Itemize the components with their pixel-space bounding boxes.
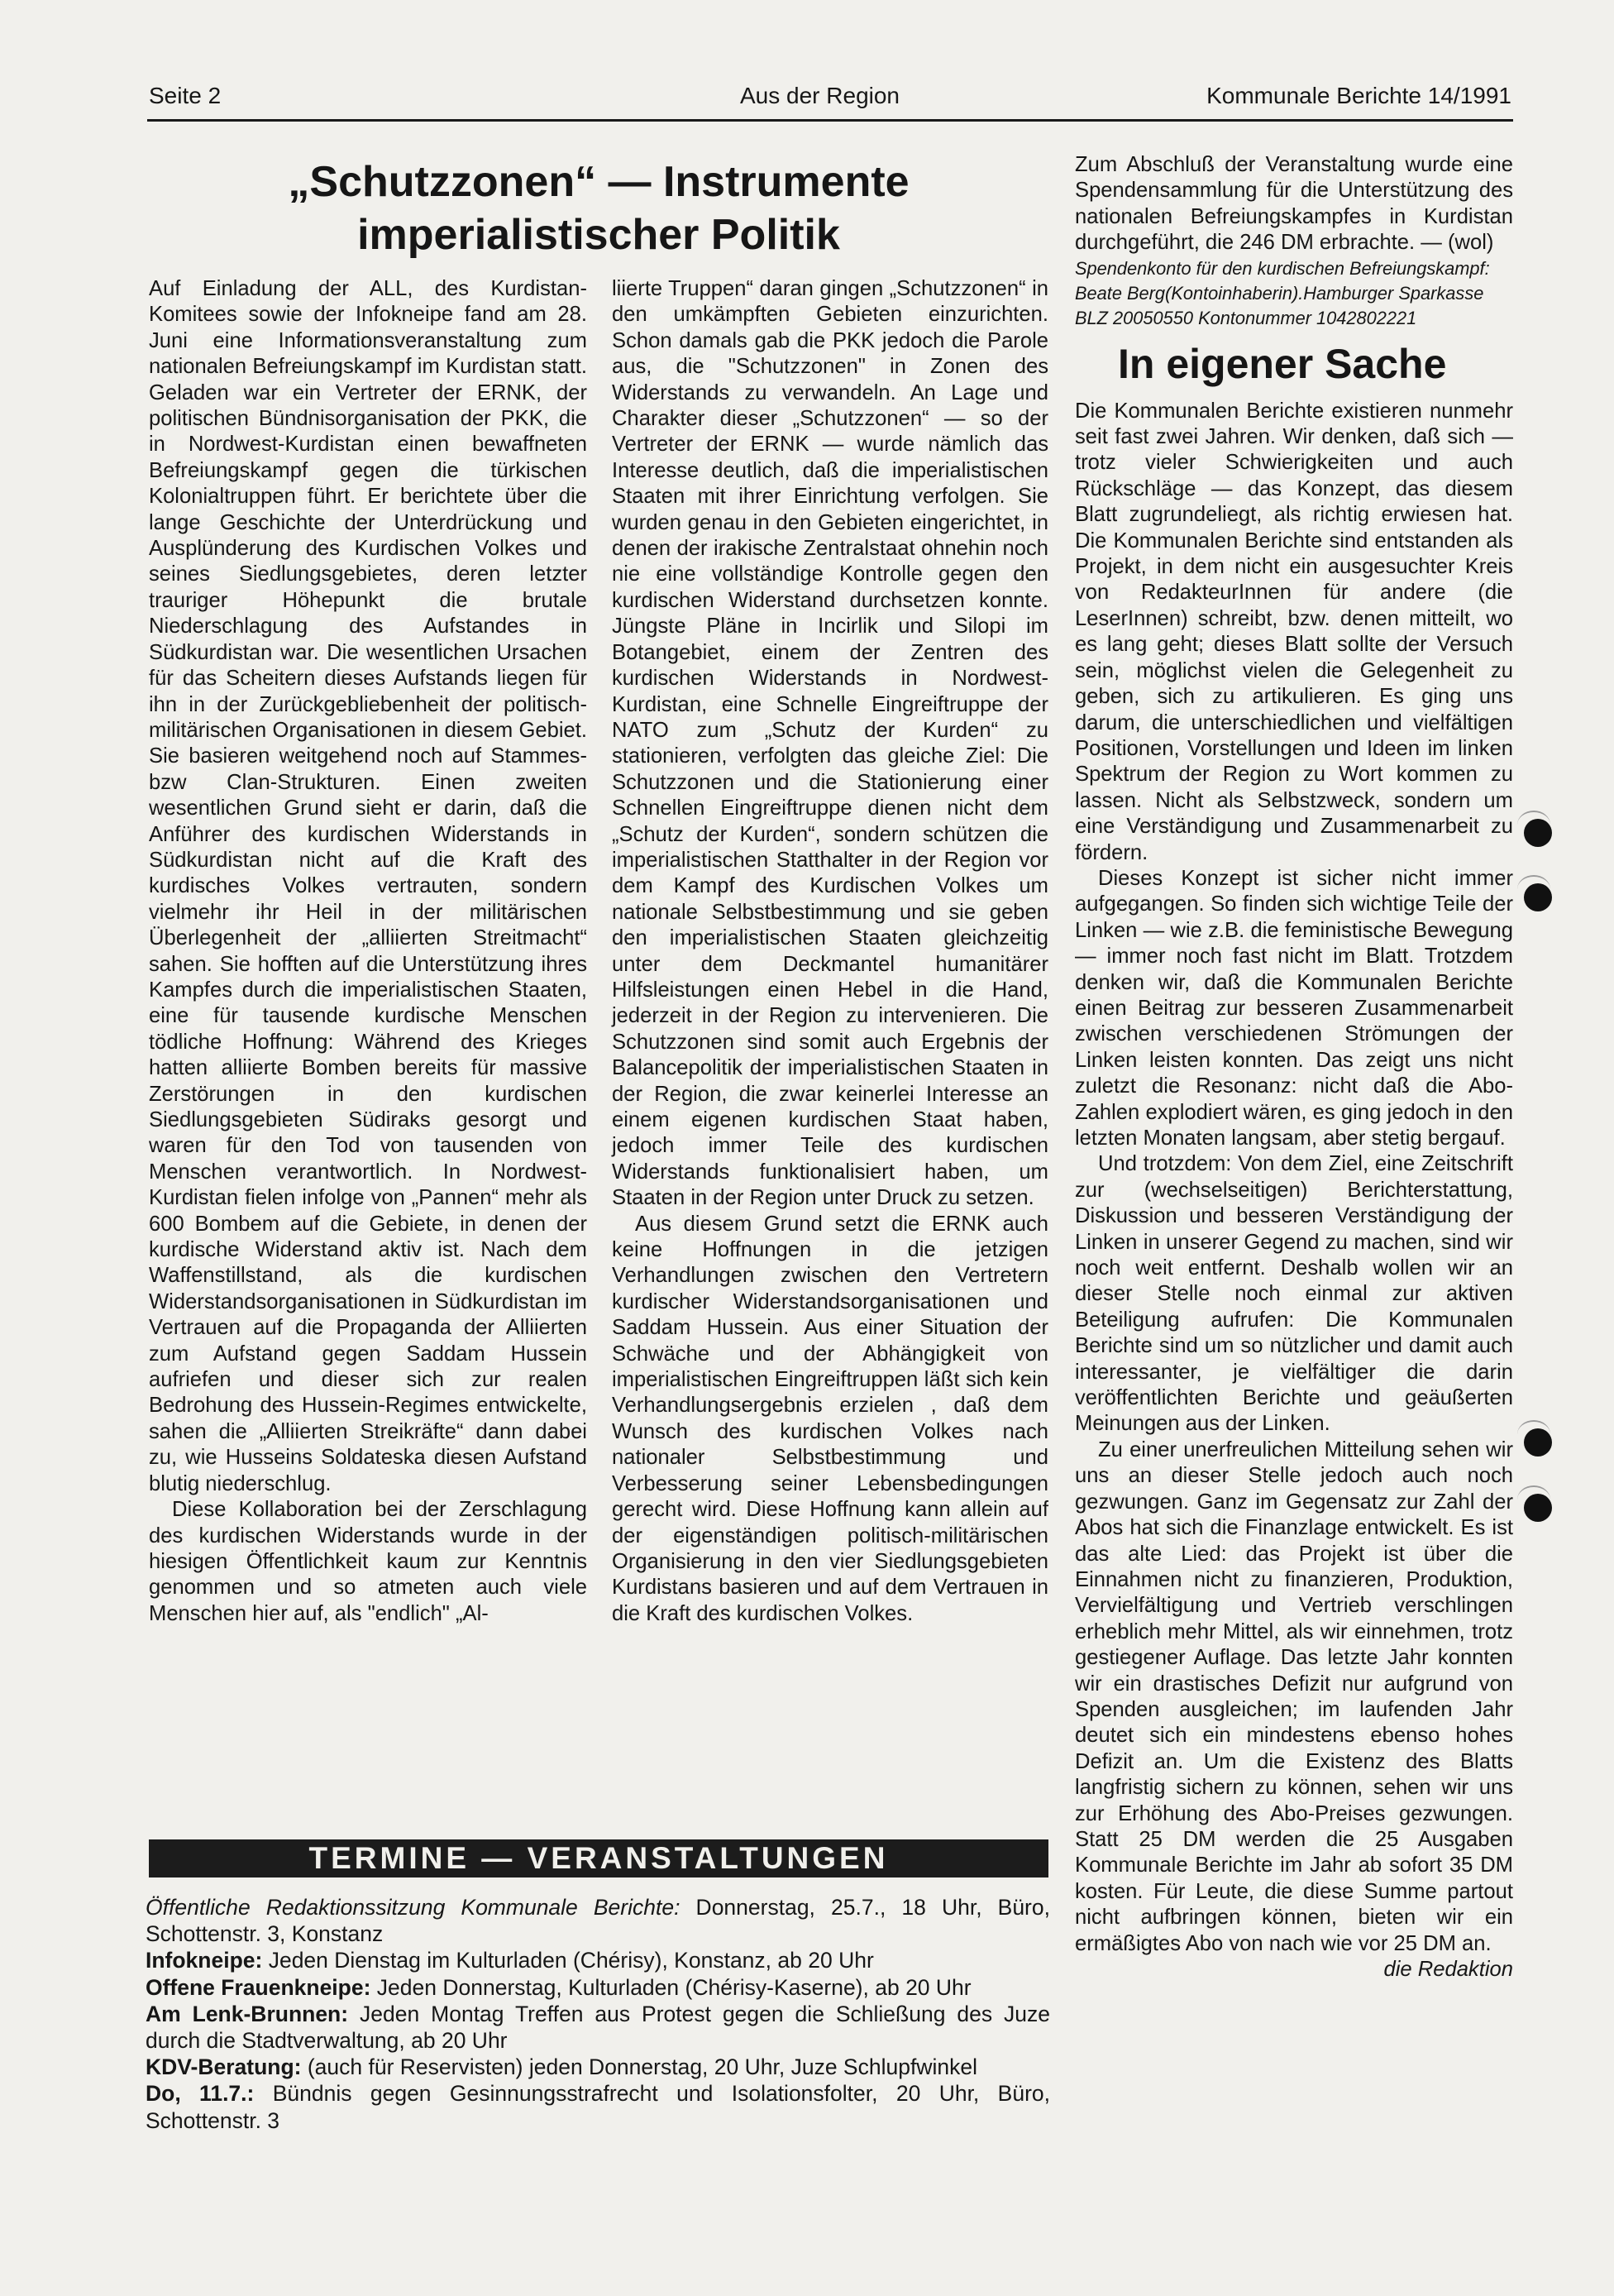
event-text: Jeden Montag Treffen aus Protest gegen die Schließung des Juze durch die Stadtverwaltung, ab 20 Uhr bbox=[146, 2001, 1050, 2054]
section-name: Aus der Region bbox=[740, 83, 900, 108]
event-label: Öffentliche Redaktionssitzung Kommunale Berichte: bbox=[146, 1895, 680, 1920]
editorial-paragraph bbox=[1075, 1437, 1513, 1981]
event-item bbox=[146, 2080, 1050, 2133]
editorial-signature: die Redaktion bbox=[1383, 1958, 1513, 1981]
section-title-in-eigener-sache: In eigener Sache bbox=[1118, 340, 1447, 387]
article-paragraph: Auf Einladung der ALL, des Kurdistan-Komitees sowie der Infokneipe fand am 28. Juni eine Informationsveranstaltung zum nationalen Befreiungskampf im Kurdistan statt. Geladen war ein Vertreter der ERNK, der politischen Bündnisorganisation der PKK, die in Nordwest-Kurdistan einen bewaffneten Befreiungskampf gegen die türkischen Kolonialtruppen führt. Er berichtete über die lange Geschichte der Unterdrückung und Ausplünderung des Kurdischen Volkes und seines Siedlungsgebietes, deren letzter trauriger Höhepunkt die brutale Niederschlagung des Aufstandes in Südkurdistan war. Die wesentlichen Ursachen für das Scheitern dieses Aufstands liegen für ihn in der Zurückgebliebenheit der politisch-militärischen Organisationen in diesem Gebiet. Sie basieren weitgehend noch auf Stammes- bzw Clan-Strukturen. Einen zweiten wesentlichen Grund sieht er darin, daß die Anführer des kurdischen Widerstands in Südkurdistan nicht auf die Kraft des kurdisches Volkes vertrauten, sondern vielmehr ihr Heil in der militärischen Überlegenheit der „alliierten Streitmacht“ sahen. Sie hofften auf die Unterstützung ihres Kampfes durch die imperialistischen Staaten, eine für tausende kurdische Menschen tödliche Hoffnung: Während des Krieges hatten alliierte Bomben bereits für massive Zerstörungen in den kurdischen Siedlungsgebieten Südiraks gesorgt und waren für den Tod von tausenden von Menschen verantwortlich. In Nordwest-Kurdistan fielen infolge von „Pannen“ mehr als 600 Bombem auf die Gebiete, in denen der kurdische Widerstand aktiv ist. Nach dem Waffenstillstand, als die kurdischen Widerstandsorganisationen in Südkurdistan im Vertrauen auf die Propaganda der Alliierten zum Aufstand gegen Saddam Hussein aufriefen und dieser sich zur realen Bedrohung des Hussein-Regimes entwickelte, sahen die „Alliierten Streikräfte“ dann dabei zu, wie Husseins Soldateska diesen Aufstand blutig niederschlug. bbox=[149, 277, 587, 1495]
event-text: Donnerstag, 25.7., 18 Uhr, Büro, Schottenstr. 3, Konstanz bbox=[146, 1895, 1050, 1947]
running-header bbox=[149, 83, 1511, 121]
event-item bbox=[146, 1974, 1050, 2001]
article-column-1 bbox=[149, 276, 587, 1627]
article-paragraph: Aus diesem Grund setzt die ERNK auch keine Hoffnungen in die jetzigen Verhandlungen zwischen den Vertretern kurdischer Widerstandsorganisationen und Saddam Hussein. Aus einer Situation der Schwäche und der Abhängigkeit von imperialistischen Eingreiftruppen läßt sich kein Verhandlungsergebnis erzielen , daß dem Wunsch des kurdischen Volkes nach nationaler Selbstbestimmung und Verbesserung seiner Lebensbedingungen gerecht wird. Diese Hoffnung kann allein auf der eigenständigen politisch-militärischen Organisierung in den vier Siedlungsgebieten Kurdistans basieren und auf dem Vertrauen in die Kraft des kurdischen Volkes. bbox=[612, 1212, 1048, 1625]
editorial-paragraph: Dieses Konzept ist sicher nicht immer aufgegangen. So finden sich wichtige Teile der Linken — wie z.B. die feministische Bewegung — immer noch fast nicht im Blatt. Trotzdem denken wir, daß die Kommunalen Berichte einen Beitrag zur besseren Zusammenarbeit zwischen verschiedenen Strömungen der Linken leisten konnten. Das zeigt uns nicht zuletzt die Resonanz: nicht daß die Abo-Zahlen explodiert wären, es ging jedoch in den letzten Monaten langsam, aber stetig bergauf. bbox=[1075, 866, 1513, 1150]
event-label: Am Lenk-Brunnen: bbox=[146, 2001, 349, 2026]
event-item bbox=[146, 1894, 1050, 1947]
punch-hole-icon bbox=[1524, 1494, 1552, 1522]
punch-hole-icon bbox=[1524, 883, 1552, 911]
publication-issue: Kommunale Berichte 14/1991 bbox=[1206, 83, 1511, 108]
events-list bbox=[146, 1894, 1050, 2134]
event-item bbox=[146, 2054, 1050, 2080]
editorial-paragraph: Und trotzdem: Von dem Ziel, eine Zeitschrift zur (wechselseitigen) Berichterstattung, Diskussion und besseren Verständigung der Linken in unserer Gegend zu machen, sind wir noch weit entfernt. Deshalb wollen wir an dieser Stelle noch einmal zur aktiven Beteiligung aufrufen: Die Kommunalen Berichte sind um so nützlicher und damit auch interessanter, je vielfältiger die darin veröffentlichten Berichte und geäußerten Meinungen aus der Linken. bbox=[1075, 1152, 1513, 1436]
article-title: „Schutzzonen“ — Instrumente imperialistischer Politik bbox=[288, 158, 910, 259]
event-item bbox=[146, 2001, 1050, 2054]
event-item bbox=[146, 1947, 1050, 1973]
donation-intro: Zum Abschluß der Veranstaltung wurde eine Spendensammlung für die Unterstützung des nationalen Befreiungskampfes in Kurdistan durchgeführt, die 246 DM erbrachte. — (wol) bbox=[1075, 153, 1513, 255]
event-label: KDV-Beratung: bbox=[146, 2054, 302, 2080]
event-label: Infokneipe: bbox=[146, 1948, 263, 1973]
punch-hole-icon bbox=[1524, 1428, 1552, 1457]
sidebar-column bbox=[1075, 152, 1513, 1983]
event-text: Bündnis gegen Gesinnungsstrafrecht und Isolationsfolter, 20 Uhr, Büro, Schottenstr. 3 bbox=[146, 2081, 1050, 2133]
event-text: Jeden Donnerstag, Kulturladen (Chérisy-Kaserne), ab 20 Uhr bbox=[370, 1974, 972, 2000]
editorial-paragraph-text: Zu einer unerfreulichen Mitteilung sehen wir uns an dieser Stelle jedoch auch noch gezwungen. Ganz im Gegensatz zur Zahl der Abos hat sich die Finanzlage entwickelt. Es ist das alte Lied: das Projekt ist über die Einnahmen nicht zu finanzieren, Produktion, Vervielfältigung und Vertrieb verschlingen erheblich mehr Mittel, als wir einnehmen, trotz gestiegener Auflage. Das letzte Jahr konnten wir ein drastisches Defizit nur aufgrund von Spenden ausgleichen; im laufenden Jahr deutet sich ein mindestens ebenso hohes Defizit an. Um die Existenz des Blatts langfristig sichern zu können, sehen wir uns zur Erhöhung des Abo-Preises gezwungen. Statt 25 DM werden die 25 Ausgaben Kommunale Berichte im Jahr ab sofort 35 DM kosten. Für Leute, die diese Summe partout nicht aufbringen können, bieten wir ein ermäßigtes Abo von nach wie vor 25 DM an. bbox=[1075, 1437, 1513, 1955]
event-label: Do, 11.7.: bbox=[146, 2081, 255, 2107]
page-number: Seite 2 bbox=[149, 83, 222, 108]
header-rule bbox=[147, 119, 1513, 122]
events-banner: TERMINE — VERANSTALTUNGEN bbox=[149, 1839, 1048, 1877]
event-text: (auch für Reservisten) jeden Donnerstag, 20 Uhr, Juze Schlupfwinkel bbox=[301, 2054, 977, 2080]
punch-hole-icon bbox=[1524, 819, 1552, 847]
editorial-paragraph: Die Kommunalen Berichte existieren nunmehr seit fast zwei Jahren. Wir denken, daß sich — trotz vieler Schwierigkeiten und auch Rückschläge — das Konzept, das diesem Blatt zugrundeliegt, als richtig erwiesen hat. Die Kommunalen Berichte sind entstanden als Projekt, in dem nicht ein ausgesuchter Kreis von RedakteurInnen für andere (die LeserInnen) schreibt, bzw. denen mitteilt, wo es lang geht; dieses Blatt sollte der Versuch sein, möglichst vielen die Gelegenheit zu geben, sich zu artikulieren. Es ging uns darum, die unterschiedlichen und vielfältigen Positionen, Vorstellungen und Ideen im linken Spektrum der Region zu Wort kommen zu lassen. Nicht als Selbstzweck, sondern um eine Verständigung und Zusammenarbeit zu fördern. bbox=[1075, 399, 1513, 864]
event-label: Offene Frauenkneipe: bbox=[146, 1974, 371, 2000]
article-paragraph: Diese Kollaboration bei der Zerschlagung des kurdischen Widerstands wurde in der hiesigen Öffentlichkeit kaum zur Kenntnis genommen und so atmeten auch viele Menschen hier auf, als "endlich" „Al- bbox=[149, 1498, 587, 1625]
article-column-2 bbox=[612, 276, 1048, 1627]
donation-account-note: Spendenkonto für den kurdischen Befreiungskampf: Beate Berg(Kontoinhaberin).Hamburger Sparkasse BLZ 20050550 Kontonummer 1042802221 bbox=[1075, 257, 1490, 328]
article-paragraph: liierte Truppen“ daran gingen „Schutzzonen“ in den umkämpften Gebieten einzurichten. Schon damals gab die PKK jedoch die Parole aus, die "Schutzzonen" in Zonen des Widerstands zu verwandeln. An Lage und Charakter dieser „Schutzzonen“ — so der Vertreter der ERNK — wurde nämlich das Interesse deutlich, daß die imperialistischen Staaten mit ihrer Einrichtung verfolgen. Sie wurden genau in den Gebieten eingerichtet, in denen der irakische Zentralstaat ohnehin noch nie eine vollständige Kontrolle gegen den kurdischen Widerstand durchsetzen konnte. Jüngste Pläne in Incirlik und Silopi im Botangebiet, einem der Zentren des kurdischen Widerstands in Nordwest-Kurdistan, eine Schnelle Eingreiftruppe der NATO zum „Schutz der Kurden“ zu stationieren, verfolgten das gleiche Ziel: Die Schutzzonen und die Stationierung einer Schnellen Eingreiftruppe dienen nicht dem „Schutz der Kurden“, sondern schützen die imperialistischen Statthalter in der Region vor dem Kampf des Kurdischen Volkes um nationale Selbstbestimmung und sie geben den imperialistischen Staaten gleichzeitig unter dem Deckmantel humanitärer Hilfsleistungen einen Hebel in die Hand, jederzeit in der Region zu intervenieren. Die Schutzzonen sind somit auch Ergebnis der Balancepolitik der imperialistischen Staaten in der Region, die zwar keinerlei Interesse an einem eigenen kurdischen Staat haben, jedoch immer Teile des kurdischen Widerstands funktionalisiert haben, um Staaten in der Region unter Druck zu setzen. bbox=[612, 277, 1048, 1210]
event-text: Jeden Dienstag im Kulturladen (Chérisy), Konstanz, ab 20 Uhr bbox=[262, 1948, 874, 1973]
